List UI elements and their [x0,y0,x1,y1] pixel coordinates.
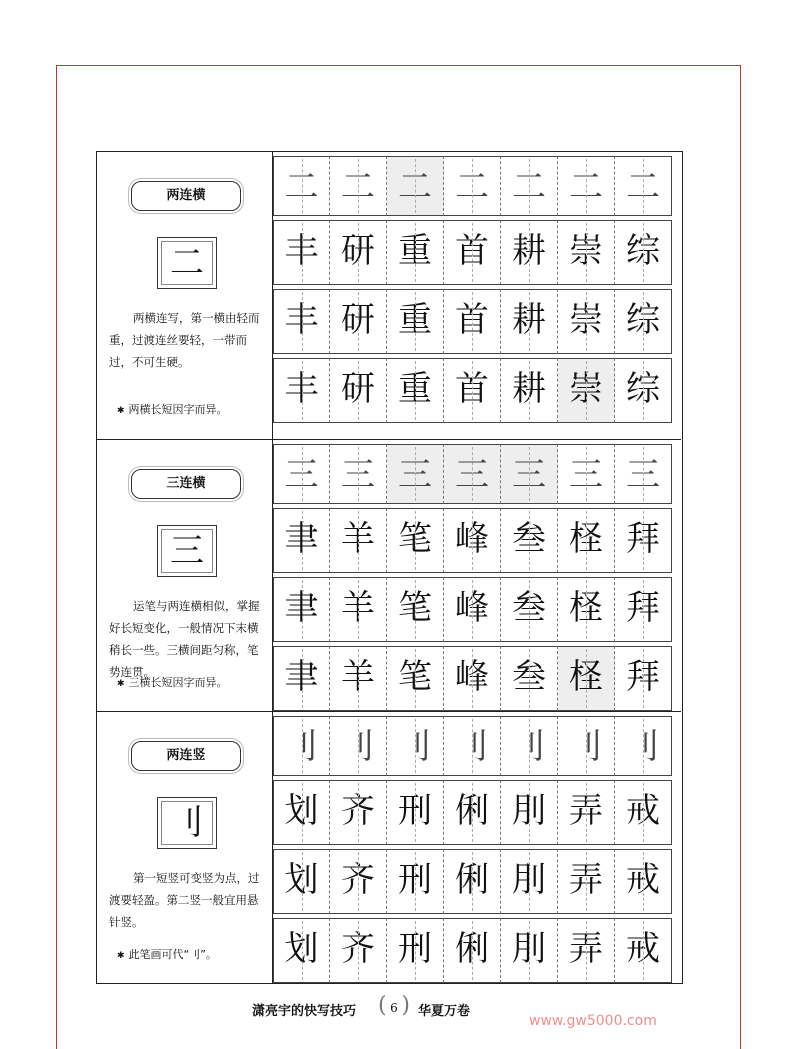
practice-cell: 综 [615,289,672,354]
practice-cell: 叁 [501,508,558,573]
practice-cell: 研 [330,289,387,354]
practice-cell: 刑 [387,780,444,845]
page-number: ( 6 ) [376,995,412,1021]
stroke-note-text: 此笔画可代“刂”。 [128,948,217,961]
practice-row [273,577,679,642]
practice-cell: 齐 [330,918,387,983]
practice-cell: 刂 [615,716,672,776]
stroke-description: 运笔与两连横相似，掌握好长短变化，一般情况下末横稍长一些。三横间距匀称，笔势连贯。 [109,599,260,679]
practice-cell: 二 [444,156,501,216]
practice-cell: 划 [273,918,330,983]
practice-row [273,444,679,504]
practice-cell: 三 [558,444,615,504]
practice-cell: 柽 [558,646,615,711]
practice-cell: 三 [615,444,672,504]
footer-book-title: 潇亮宇的快写技巧 [252,1004,357,1019]
section-three-horizontals [97,439,681,712]
practice-cell: 齐 [330,849,387,914]
practice-cell: 耕 [501,220,558,285]
practice-cell: 拜 [615,646,672,711]
practice-cell: 峰 [444,646,501,711]
practice-cell: 划 [273,780,330,845]
practice-row [273,508,679,573]
practice-cell: 三 [330,444,387,504]
practice-cell: 笔 [387,646,444,711]
practice-grid [273,156,679,427]
practice-row [273,646,679,711]
practice-cell: 弄 [558,780,615,845]
practice-cell: 划 [273,849,330,914]
practice-cell: 齐 [330,780,387,845]
practice-row [273,289,679,354]
practice-row [273,156,679,216]
stroke-sample: 二 [157,237,217,289]
practice-cell: 刂 [558,716,615,776]
practice-cell: 刑 [387,849,444,914]
practice-cell: 戒 [615,918,672,983]
stroke-note [117,674,267,690]
stroke-title: 三连横 [131,469,241,499]
asterisk-icon: ✱ [117,679,125,689]
practice-row [273,849,679,914]
practice-cell: 三 [273,444,330,504]
practice-cell: 丰 [273,289,330,354]
stroke-description: 两横连写，第一横由轻而重，过渡连丝要轻，一带而过，不可生硬。 [109,311,260,369]
practice-cell: 羊 [330,646,387,711]
practice-cell: 聿 [273,577,330,642]
section-two-horizontals [97,152,681,439]
practice-cell: 叁 [501,577,558,642]
practice-cell: 丰 [273,220,330,285]
stroke-info-column [97,440,273,712]
practice-cell: 丰 [273,358,330,423]
stroke-sample: 刂 [157,797,217,849]
practice-cell: 综 [615,358,672,423]
practice-cell: 耕 [501,289,558,354]
stroke-sample: 三 [157,525,217,577]
practice-cell: 研 [330,220,387,285]
practice-cell: 重 [387,220,444,285]
practice-cell: 重 [387,358,444,423]
practice-cell: 柽 [558,577,615,642]
practice-cell: 柽 [558,508,615,573]
practice-cell: 峰 [444,508,501,573]
practice-cell: 戒 [615,780,672,845]
practice-cell: 刂 [273,716,330,776]
practice-cell: 首 [444,358,501,423]
practice-cell: 拜 [615,577,672,642]
asterisk-icon: ✱ [117,951,125,961]
practice-cell: 三 [387,444,444,504]
asterisk-icon: ✱ [117,406,125,416]
practice-cell: 刂 [444,716,501,776]
practice-cell: 三 [501,444,558,504]
stroke-note-text: 三横长短因字而异。 [128,676,228,689]
watermark-url: www.gw5000.com [529,1013,657,1029]
practice-cell: 羊 [330,577,387,642]
section-two-verticals [97,711,681,984]
practice-cell: 笔 [387,577,444,642]
practice-cell: 叁 [501,646,558,711]
practice-cell: 二 [330,156,387,216]
practice-panel [96,151,683,984]
practice-cell: 研 [330,358,387,423]
practice-cell: 聿 [273,508,330,573]
practice-cell: 刂 [330,716,387,776]
practice-cell: 首 [444,289,501,354]
practice-row [273,918,679,983]
practice-row [273,780,679,845]
practice-cell: 刑 [387,918,444,983]
practice-cell: 弄 [558,849,615,914]
stroke-note-text: 两横长短因字而异。 [128,403,228,416]
practice-cell: 崇 [558,220,615,285]
practice-cell: 俐 [444,780,501,845]
stroke-title: 两连横 [131,181,241,211]
practice-cell: 二 [387,156,444,216]
practice-cell: 二 [558,156,615,216]
practice-cell: 二 [273,156,330,216]
stroke-note [117,946,267,962]
practice-cell: 刖 [501,780,558,845]
practice-cell: 拜 [615,508,672,573]
practice-cell: 首 [444,220,501,285]
practice-row [273,358,679,423]
stroke-description: 第一短竖可变竖为点，过渡要轻盈。第二竖一般宜用悬针竖。 [109,871,260,929]
practice-row [273,716,679,776]
practice-grid [273,716,679,987]
practice-cell: 重 [387,289,444,354]
stroke-info-column [97,712,273,984]
practice-cell: 戒 [615,849,672,914]
stroke-info-column [97,152,273,439]
practice-cell: 羊 [330,508,387,573]
practice-cell: 三 [444,444,501,504]
practice-cell: 二 [501,156,558,216]
practice-cell: 弄 [558,918,615,983]
practice-cell: 刂 [387,716,444,776]
practice-cell: 刖 [501,918,558,983]
practice-cell: 综 [615,220,672,285]
practice-grid [273,444,679,715]
stroke-note [117,401,267,417]
stroke-title: 两连竖 [131,741,241,771]
practice-cell: 刖 [501,849,558,914]
practice-cell: 俐 [444,918,501,983]
practice-cell: 二 [615,156,672,216]
practice-cell: 聿 [273,646,330,711]
practice-cell: 耕 [501,358,558,423]
practice-cell: 崇 [558,358,615,423]
practice-cell: 崇 [558,289,615,354]
practice-cell: 峰 [444,577,501,642]
footer-publisher: 华夏万卷 [418,1004,471,1019]
practice-cell: 俐 [444,849,501,914]
practice-row [273,220,679,285]
practice-cell: 刂 [501,716,558,776]
practice-cell: 笔 [387,508,444,573]
